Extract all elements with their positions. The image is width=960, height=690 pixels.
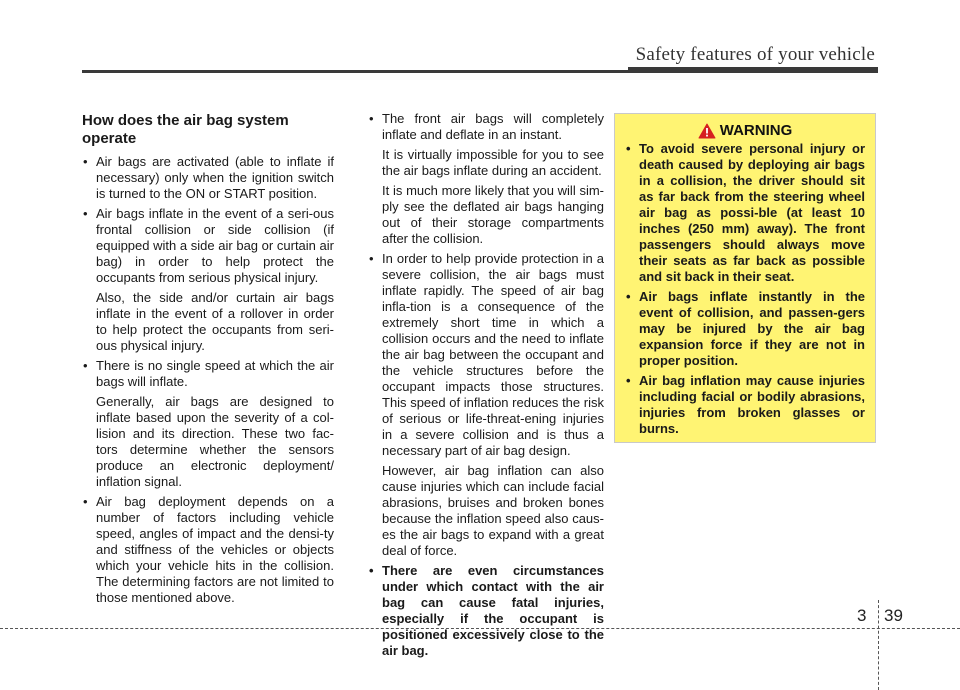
section-title: Safety features of your vehicle: [635, 44, 875, 65]
paragraph: However, air bag inflation can also cause injuries which can include facial abrasions, bruises and broken bones because the inflation speed also caus-es the air bags to expand with a great deal of force.: [382, 463, 604, 558]
list-item: • Air bags are activated (able to inflate if necessary) only when the ignition switch is turned to the ON or START position.: [82, 154, 334, 202]
page-number: 39: [884, 606, 903, 625]
section-heading: How does the air bag system operate: [82, 112, 289, 147]
footer-divider: [878, 600, 879, 690]
paragraph: Also, the side and/or curtain air bags inflate in the event of a rollover in order to help protect the occupants from seri-ous physical injury.: [96, 290, 334, 353]
column-left: [82, 112, 334, 610]
chapter-number: 3: [857, 606, 867, 625]
warning-item: • To avoid severe personal injury or death caused by deploying air bags in a collision, the driver should sit as far back from the steering wheel air bag as possi-ble (at least 10 inches (250 mm) away). The front passengers should always move their seats as far back as possible and sit back in their seat.: [625, 141, 865, 285]
list-item: • There are even circumstances under which contact with the air bag can cause fatal injuries, especially if the occupant is positioned excessively close to the air bag.: [368, 563, 604, 659]
warning-icon: [698, 123, 716, 139]
list-item: • There is no single speed at which the air bags will inflate.: [82, 358, 334, 390]
paragraph: It is virtually impossible for you to see the air bags inflate during an accident.: [382, 147, 604, 178]
paragraph: Generally, air bags are designed to inflate based upon the severity of a col-lision and its direction. These two fac-tors determine whether the sensors produce an electronic deployment/ inflation signal.: [96, 394, 334, 489]
footer-rule: [0, 628, 960, 629]
warning-box: [614, 113, 876, 443]
column-middle: [368, 111, 604, 663]
warning-item: • Air bag inflation may cause injuries including facial or bodily abrasions, injuries from broken glasses or burns.: [625, 373, 865, 437]
warning-item: • Air bags inflate instantly in the event of collision, and passen-gers may be injured by the air bag expansion force if they are not in proper position.: [625, 289, 865, 369]
list-item: • Air bag deployment depends on a number of factors including vehicle speed, angles of impact and the densi-ty and stiffness of the vehicles or objects which your vehicle hits in the collision. The determining factors are not limited to those mentioned above.: [82, 494, 334, 606]
list-item: • The front air bags will completely inflate and deflate in an instant.: [368, 111, 604, 143]
warning-title: WARNING: [719, 122, 793, 139]
warning-header: [625, 122, 865, 139]
list-item: • In order to help provide protection in a severe collision, the air bags must inflate rapidly. The speed of air bag infla-tion is a consequence of the extremely short time in which a collision occurs and the need to inflate the air bag between the occupant and the vehicle structures before the occupant impacts those structures. This speed of inflation reduces the risk of serious or life-threat-ening injuries in a severe collision and is thus a necessary part of air bag design.: [368, 251, 604, 459]
paragraph: It is much more likely that you will sim-ply see the deflated air bags hanging out of their storage compartments after the collision.: [382, 183, 604, 246]
warning-list: [625, 141, 865, 437]
list-item: • Air bags inflate in the event of a seri-ous frontal collision or side collision (if equipped with a side air bag or curtain air bag) in order to help protect the occupants from serious physical injury.: [82, 206, 334, 286]
header-rule-accent: [628, 67, 878, 73]
